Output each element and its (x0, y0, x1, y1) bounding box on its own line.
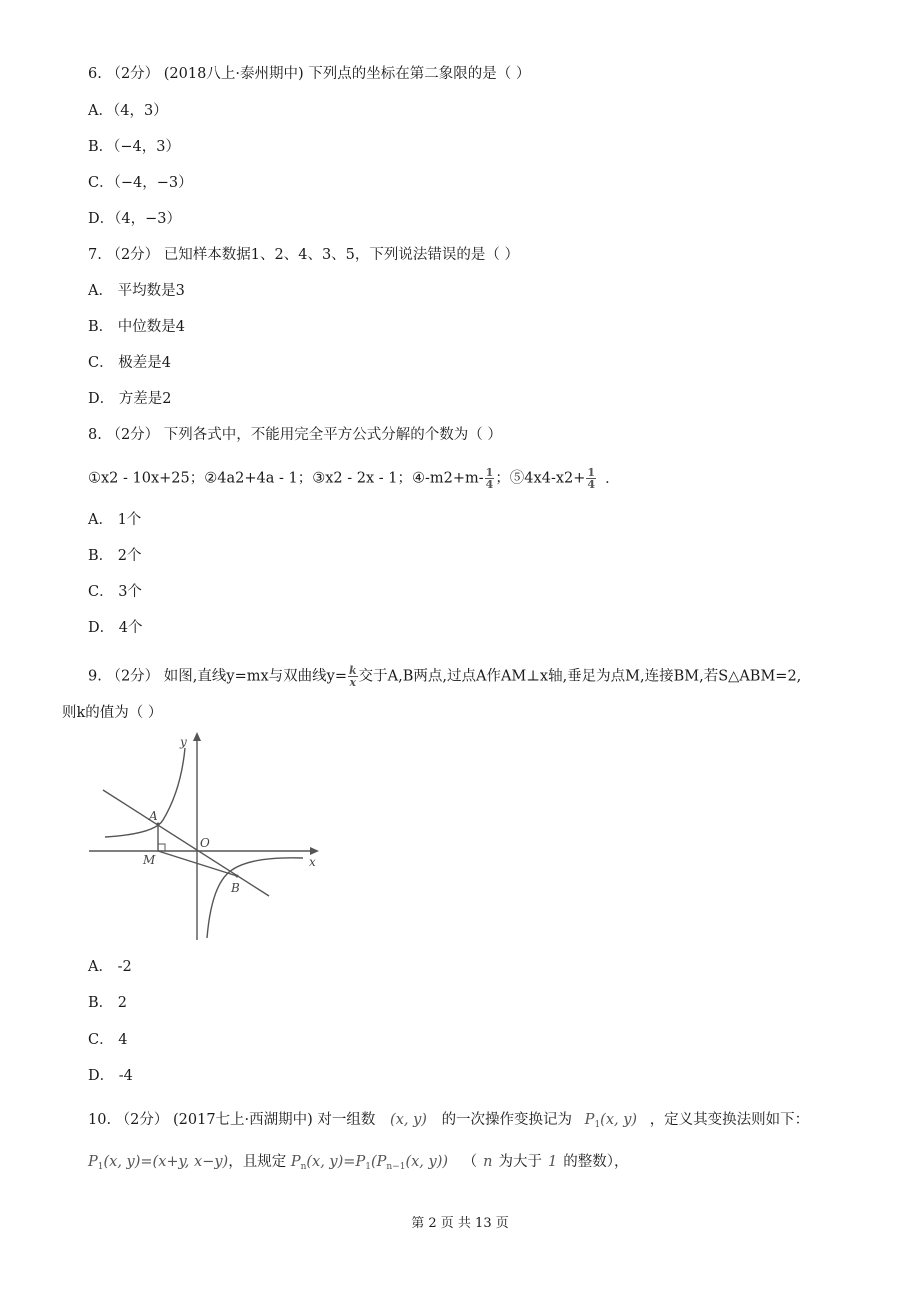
question-6-stem: 6. （2分） (2018八上·泰州期中) 下列点的坐标在第二象限的是（ ） (88, 66, 531, 82)
label-m: M (143, 853, 156, 867)
question-9-stem: 9. （2分） 如图,直线y=mx与双曲线y= $\frac{k}{x}$ 交于A,B两点,过点A作AM⊥x轴,垂足为点M,连接BM,若S△ABM=2, (88, 664, 802, 689)
question-10-rule: $P_1(x$, y)=(x+y, x−y)，且规定 $P_n(x$, $y)=P_1(P_{n-1}(x$, y)) （ n 为大于 1 的整数）， (88, 1154, 629, 1172)
label-y: y (180, 735, 187, 749)
hyperbola-lower-right (207, 858, 303, 938)
q7-option-b[interactable]: B． 中位数是4 (88, 319, 185, 335)
q7-option-d[interactable]: D． 方差是2 (88, 391, 172, 407)
q8-fraction-1: $\frac{1}{4}$ (485, 466, 494, 491)
x-axis-arrow (310, 847, 319, 855)
hyperbola-upper-left (105, 748, 185, 837)
question-8-stem: 8. （2分） 下列各式中，不能用完全平方公式分解的个数为（ ） (88, 427, 502, 443)
q8-expr-part1: ①x2 - 10x+25；②4a2+4a - 1；③x2 - 2x - 1；④-m2+m- (88, 470, 484, 487)
q10-p1-xy: $P_1(x$, y) (584, 1112, 638, 1130)
label-a: A (149, 809, 158, 823)
question-9-stem-line2: 则k的值为（ ） (62, 705, 163, 721)
q6-option-c[interactable]: C．（−4，−3） (88, 175, 193, 191)
q8-option-b[interactable]: B． 2个 (88, 548, 142, 564)
q10-pn-formula: $P_n(x$, $y)=P_1(P_{n-1}(x$, y)) (290, 1154, 449, 1172)
q8-expression (88, 467, 620, 490)
q8-expr-part2: ；⑤4x4-x2+ (495, 470, 586, 487)
q9-option-b[interactable]: B． 2 (88, 995, 127, 1011)
question-10-stem: 10. （2分） (2017七上·西湖期中) 对一组数 (x, y) 的一次操作变换记为 $P_1(x$, y) ，定义其变换法则如下： (88, 1112, 810, 1130)
y-axis-arrow (193, 732, 201, 741)
q9-figure (85, 730, 325, 942)
q8-fraction-2: $\frac{1}{4}$ (587, 466, 596, 491)
q10-pair: (x, y) (390, 1112, 427, 1128)
line-ab (103, 790, 269, 896)
question-7-stem: 7. （2分） 已知样本数据1、2、4、3、5，下列说法错误的是（ ） (88, 247, 520, 263)
page-footer: 第 2 页 共 13 页 (411, 1216, 509, 1231)
q10-rule-formula: $P_1(x$, y)=(x+y, x−y) (88, 1154, 229, 1172)
label-x: x (309, 855, 316, 869)
q6-option-b[interactable]: B．（−4，3） (88, 139, 181, 155)
label-b: B (231, 881, 240, 895)
q7-option-c[interactable]: C． 极差是4 (88, 355, 171, 371)
q6-option-a[interactable]: A．（4，3） (88, 103, 168, 119)
q6-option-d[interactable]: D．（4，−3） (88, 211, 181, 227)
q8-expr-part3: ． (605, 470, 620, 487)
label-o: O (200, 836, 210, 850)
q8-option-c[interactable]: C． 3个 (88, 584, 142, 600)
q8-option-a[interactable]: A． 1个 (88, 512, 142, 528)
q9-option-a[interactable]: A． -2 (88, 959, 132, 975)
right-angle-mark (158, 844, 165, 851)
q9-option-d[interactable]: D． -4 (88, 1068, 133, 1084)
q9-fraction-k-over-x: $\frac{k}{x}$ (349, 664, 357, 689)
q9-option-c[interactable]: C． 4 (88, 1032, 128, 1048)
q7-option-a[interactable]: A． 平均数是3 (88, 283, 185, 299)
q8-option-d[interactable]: D． 4个 (88, 620, 143, 636)
